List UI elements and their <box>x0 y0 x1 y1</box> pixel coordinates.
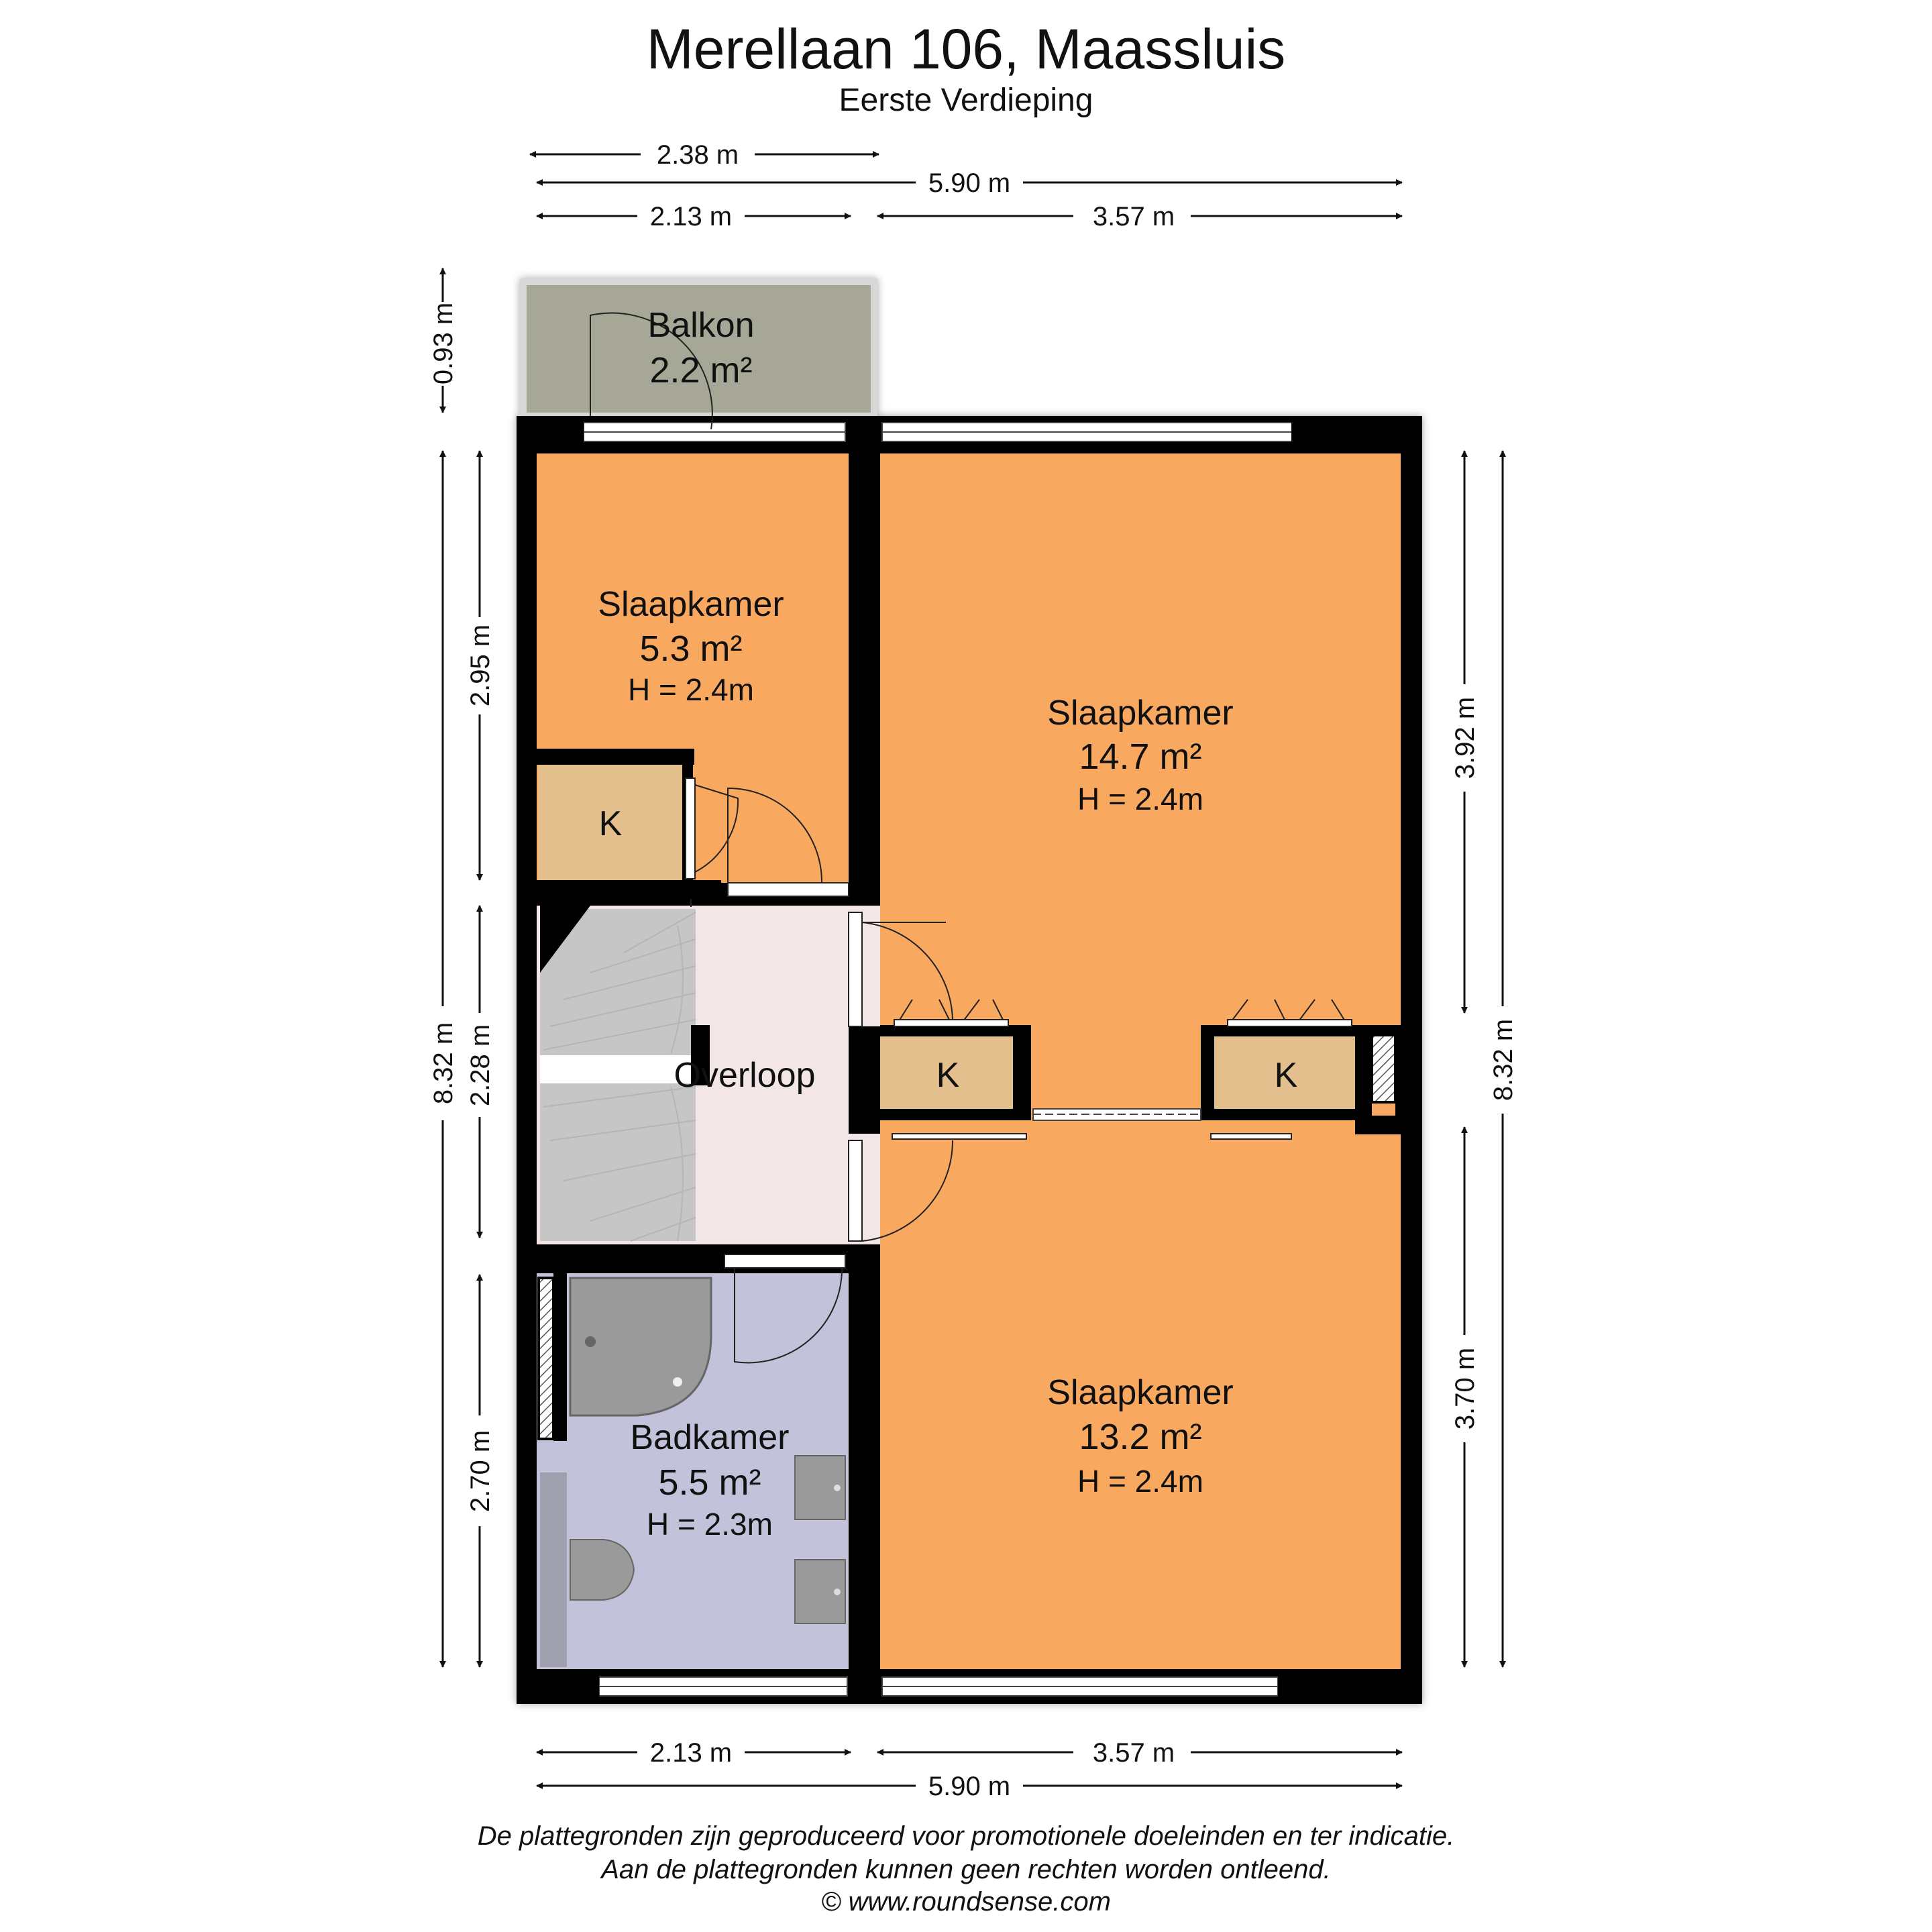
room-height: H = 2.4m <box>628 672 754 707</box>
room-label: Balkon <box>647 306 755 345</box>
badkamer-shaft-hatch <box>539 1278 553 1439</box>
dimension-label: 2.70 m <box>466 1430 495 1513</box>
dimension-label: 2.13 m <box>649 1738 733 1768</box>
dimension-label: 2.38 m <box>656 140 739 170</box>
copyright-line: © www.roundsense.com <box>821 1887 1111 1917</box>
page-subtitle: Eerste Verdieping <box>839 83 1093 118</box>
dimension-label: 2.95 m <box>466 624 495 707</box>
dimension-label: 3.57 m <box>1092 202 1175 231</box>
room-height: H = 2.4m <box>1077 782 1203 816</box>
dimension-label: 5.90 m <box>928 168 1011 198</box>
dimension-label: 5.90 m <box>928 1772 1011 1801</box>
disclaimer-line: Aan de plattegronden kunnen geen rechten worden ontleend. <box>601 1855 1331 1884</box>
disclaimer-line: De plattegronden zijn geproduceerd voor promotionele doeleinden en ter indicatie. <box>477 1821 1455 1851</box>
dimension-label: 3.57 m <box>1092 1738 1175 1768</box>
room-height: H = 2.3m <box>647 1507 773 1542</box>
dimension-label: 2.28 m <box>466 1024 495 1107</box>
room-label: K <box>1274 1056 1298 1095</box>
room-area: 5.3 m² <box>639 629 743 669</box>
room-label: K <box>936 1056 960 1095</box>
room-area: 5.5 m² <box>658 1462 761 1503</box>
room-label: Badkamer <box>630 1418 790 1457</box>
toilet-icon <box>570 1540 634 1600</box>
room-label: Slaapkamer <box>1047 694 1234 733</box>
dimension-label: 8.32 m <box>429 1022 458 1105</box>
room-label: K <box>598 804 623 843</box>
room-area: 2.2 m² <box>649 350 753 390</box>
room-label: Overloop <box>674 1056 816 1095</box>
room-label: Slaapkamer <box>1047 1373 1234 1412</box>
dimension-label: 3.92 m <box>1450 696 1480 780</box>
dimension-label: 3.70 m <box>1450 1347 1480 1430</box>
room-label: Slaapkamer <box>598 585 784 624</box>
shaft-hatch <box>1372 1035 1395 1102</box>
room-area: 13.2 m² <box>1079 1417 1202 1457</box>
dimension-label: 0.93 m <box>429 302 458 385</box>
balkon-floor <box>523 282 874 416</box>
dimension-label: 2.13 m <box>649 202 733 231</box>
room-area: 14.7 m² <box>1079 737 1202 777</box>
stairs <box>540 906 696 1241</box>
dimension-label: 8.32 m <box>1489 1018 1518 1102</box>
page-title: Merellaan 106, Maassluis <box>646 17 1286 80</box>
room-height: H = 2.4m <box>1077 1464 1203 1499</box>
